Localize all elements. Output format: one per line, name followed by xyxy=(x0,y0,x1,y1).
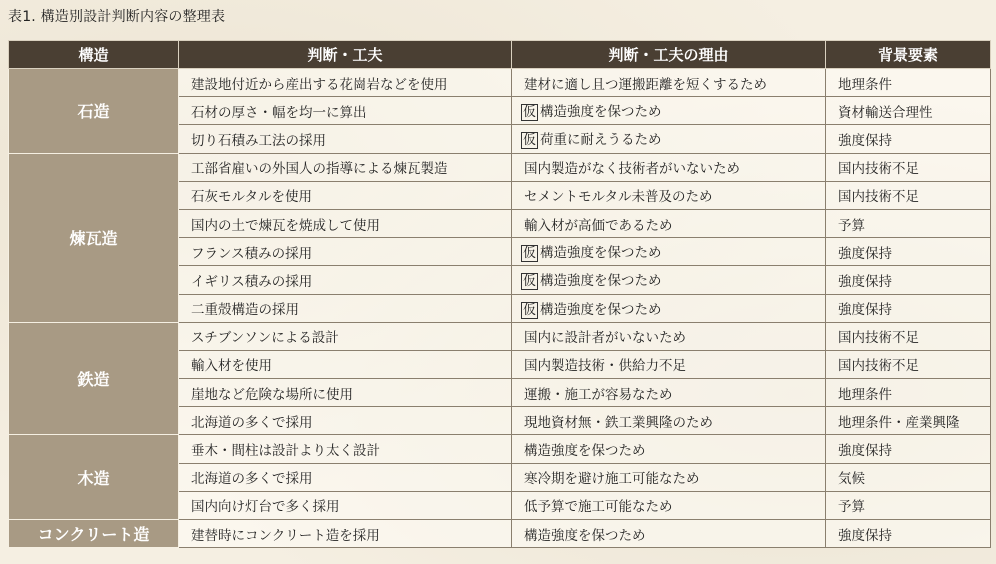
reason-text: 運搬・施工が容易なため xyxy=(524,386,673,403)
decision-cell: 輸入材を使用 xyxy=(179,350,512,378)
decision-cell: 切り石積み工法の採用 xyxy=(179,125,512,153)
header-factor: 背景要素 xyxy=(826,41,991,69)
reason-text: 構造強度を保つため xyxy=(540,301,662,318)
reason-cell xyxy=(512,238,826,266)
reason-cell xyxy=(512,294,826,322)
reason-cell xyxy=(512,69,826,97)
factor-cell: 予算 xyxy=(826,491,991,519)
factor-cell: 強度保持 xyxy=(826,266,991,294)
reason-cell xyxy=(512,435,826,463)
factor-cell: 強度保持 xyxy=(826,125,991,153)
reason-text: 国内に設計者がいないため xyxy=(524,330,686,347)
decision-cell: 垂木・間柱は設計より太く設計 xyxy=(179,435,512,463)
reason-text: 荷重に耐えうるため xyxy=(540,132,662,149)
reason-text: 構造強度を保つため xyxy=(524,527,646,544)
provisional-tag: 仮 xyxy=(523,105,537,121)
reason-cell xyxy=(512,491,826,519)
table-row xyxy=(9,69,991,97)
reason-text: 構造強度を保つため xyxy=(524,443,646,460)
header-reason: 判断・工夫の理由 xyxy=(512,41,826,69)
decision-cell: 石材の厚さ・幅を均一に算出 xyxy=(179,97,512,125)
structure-type-cell: 煉瓦造 xyxy=(9,153,179,322)
factor-cell: 強度保持 xyxy=(826,520,991,548)
reason-cell xyxy=(512,97,826,125)
factor-cell: 国内技術不足 xyxy=(826,322,991,350)
table-row xyxy=(9,322,991,350)
reason-text: 建材に適し且つ運搬距離を短くするため xyxy=(524,76,767,93)
factor-cell: 国内技術不足 xyxy=(826,153,991,181)
provisional-tag: 仮 xyxy=(523,133,537,149)
decision-cell: 工部省雇いの外国人の指導による煉瓦製造 xyxy=(179,153,512,181)
reason-text: 輸入材が高価であるため xyxy=(524,217,673,234)
header-decision: 判断・工夫 xyxy=(179,41,512,69)
reason-cell xyxy=(512,350,826,378)
reason-text: 寒冷期を避け施工可能なため xyxy=(524,471,700,488)
provisional-tag: 仮 xyxy=(523,246,537,262)
factor-cell: 強度保持 xyxy=(826,435,991,463)
table-row xyxy=(9,435,991,463)
factor-cell: 地理条件 xyxy=(826,379,991,407)
reason-text: 構造強度を保つため xyxy=(540,104,662,121)
factor-cell: 強度保持 xyxy=(826,294,991,322)
structure-type-cell: 石造 xyxy=(9,69,179,154)
factor-cell: 地理条件 xyxy=(826,69,991,97)
reason-cell xyxy=(512,407,826,435)
header-structure: 構造 xyxy=(9,41,179,69)
decision-cell: 北海道の多くで採用 xyxy=(179,463,512,491)
structure-decision-table xyxy=(8,40,991,548)
provisional-tag: 仮 xyxy=(523,274,537,290)
decision-cell: 建替時にコンクリート造を採用 xyxy=(179,520,512,548)
reason-text: 構造強度を保つため xyxy=(540,273,662,290)
reason-cell xyxy=(512,379,826,407)
table-caption: 表1. 構造別設計判断内容の整理表 xyxy=(8,9,226,25)
reason-cell xyxy=(512,181,826,209)
decision-cell: スチブンソンによる設計 xyxy=(179,322,512,350)
reason-text: 低予算で施工可能なため xyxy=(524,499,673,516)
decision-cell: イギリス積みの採用 xyxy=(179,266,512,294)
reason-cell xyxy=(512,125,826,153)
reason-cell xyxy=(512,153,826,181)
factor-cell: 国内技術不足 xyxy=(826,350,991,378)
factor-cell: 気候 xyxy=(826,463,991,491)
factor-cell: 地理条件・産業興隆 xyxy=(826,407,991,435)
decision-cell: 崖地など危険な場所に使用 xyxy=(179,379,512,407)
factor-cell: 資材輸送合理性 xyxy=(826,97,991,125)
decision-cell: 国内向け灯台で多く採用 xyxy=(179,491,512,519)
decision-cell: 二重殻構造の採用 xyxy=(179,294,512,322)
reason-cell xyxy=(512,322,826,350)
reason-text: セメントモルタル未普及のため xyxy=(524,189,713,206)
table-row xyxy=(9,520,991,548)
factor-cell: 予算 xyxy=(826,209,991,237)
reason-text: 構造強度を保つため xyxy=(540,245,662,262)
reason-cell xyxy=(512,266,826,294)
reason-cell xyxy=(512,463,826,491)
decision-cell: フランス積みの採用 xyxy=(179,238,512,266)
reason-text: 現地資材無・鉄工業興隆のため xyxy=(524,414,713,431)
decision-cell: 建設地付近から産出する花崗岩などを使用 xyxy=(179,69,512,97)
structure-type-cell: 鉄造 xyxy=(9,322,179,435)
structure-type-cell: 木造 xyxy=(9,435,179,520)
reason-text: 国内製造技術・供給力不足 xyxy=(524,358,686,375)
decision-cell: 国内の土で煉瓦を焼成して使用 xyxy=(179,209,512,237)
factor-cell: 強度保持 xyxy=(826,238,991,266)
provisional-tag: 仮 xyxy=(523,302,537,318)
decision-cell: 北海道の多くで採用 xyxy=(179,407,512,435)
reason-cell xyxy=(512,520,826,548)
reason-text: 国内製造がなく技術者がいないため xyxy=(524,161,740,178)
decision-cell: 石灰モルタルを使用 xyxy=(179,181,512,209)
reason-cell xyxy=(512,209,826,237)
table-header-row xyxy=(9,41,991,69)
structure-type-cell: コンクリート造 xyxy=(9,520,179,548)
factor-cell: 国内技術不足 xyxy=(826,181,991,209)
table-body xyxy=(9,69,991,548)
table-row xyxy=(9,153,991,181)
